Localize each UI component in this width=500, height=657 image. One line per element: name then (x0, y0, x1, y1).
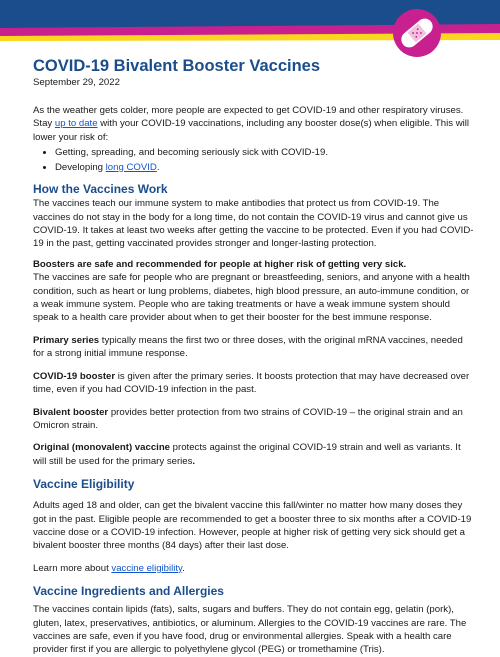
definition: is given after the primary series. It boosts protection that may have decreased over time, even if you had COVID-19 infection in the past. (33, 370, 470, 396)
ingredients-paragraph: The vaccines contain lipids (fats), salts, sugars and buffers. They do not contain egg, gelatin (pork), gluten, latex, preservatives, antibiotics, or aluminum. Allergies to the COVID-19 vaccines are rare. The vaccines are safe, even if you have food, drug or environmental allergies. Speak with a health care provider first if you are allergic to polyethylene glycol (PEG) or tromethamine (Tris). (33, 604, 467, 656)
safety-paragraph: The vaccines are safe for people who are pregnant or breastfeeding, seniors, and anyone with a health condition, such as heart or lung problems, diabetes, high blood pressure, an auto-immune condition, or a weak immune system. People who are taking treatments or have a weak immune system should speak to a health care provider about when to get their booster for the best immune response. (33, 272, 470, 324)
definition: provides better protection from two strains of COVID-19 – the original strain and an Omicron strain. (33, 406, 463, 431)
section-heading-eligibility: Vaccine Eligibility (33, 477, 135, 492)
list-item (55, 146, 475, 161)
section-heading-ingredients: Vaccine Ingredients and Allergies (33, 584, 224, 599)
document-title: COVID-19 Bivalent Booster Vaccines (33, 57, 321, 75)
document-date: September 29, 2022 (33, 77, 120, 88)
intro-text-2-pre: Stay (33, 118, 55, 130)
how-subheading (33, 258, 475, 271)
term: Original (monovalent) vaccine (33, 442, 171, 454)
subheading-text: Boosters are safe and recommended for people at higher risk of getting very sick. (33, 258, 407, 270)
intro-text-1: As the weather gets colder, more people are expected to get COVID-19 and other respiratory viruses. (33, 105, 464, 116)
primary-series-paragraph (33, 334, 475, 361)
learn-more-paragraph (33, 562, 475, 575)
document-body (33, 56, 475, 657)
section-heading-how: How the Vaccines Work (33, 182, 168, 197)
learn-more-text: . (182, 562, 185, 574)
original-paragraph (33, 441, 475, 468)
term: Bivalent booster (33, 406, 109, 418)
bullet-text: Getting, spreading, and becoming seriously sick with COVID-19. (55, 147, 329, 159)
vaccine-eligibility-link[interactable]: vaccine eligibility (111, 562, 183, 574)
definition: protects against the original COVID-19 strain and well as variants. It will still be used for the primary series (33, 442, 461, 467)
bandaid-icon (392, 8, 442, 58)
intro-text-2-post: with your COVID-19 vaccinations, including any booster dose(s) when eligible. This will lower your risk of: (33, 118, 470, 143)
period: . (192, 455, 196, 467)
eligibility-paragraph: Adults aged 18 and older, can get the bivalent vaccine this fall/winter no matter how many doses they got in the past. Eligible people are recommended to get a booster three to six months after a COVID-19 vaccine dose or a COVID-19 infection. However, people at higher risk of getting very sick should get a bivalent booster three months (84 days) after their last dose. (33, 500, 472, 552)
term: COVID-19 booster (33, 370, 116, 382)
how-paragraph: The vaccines teach our immune system to make antibodies that protect us from COVID-19. The vaccines do not stay in the body for a long time, do not contain the COVID-19 virus and cannot give us COVID-19. It takes at least two weeks after getting the vaccine to be protected. Even if you had COVID-19 in the past, getting vaccinated provides stronger and longer-lasting protection. (33, 198, 474, 250)
bullet-text: . (156, 161, 160, 173)
bivalent-paragraph (33, 406, 475, 433)
term: Primary series (33, 334, 100, 346)
up-to-date-link[interactable]: up to date (54, 118, 98, 130)
booster-paragraph (33, 370, 475, 397)
list-item (55, 161, 475, 176)
long-covid-link[interactable]: long COVID (105, 161, 157, 173)
bullet-text: Developing (55, 161, 106, 173)
learn-more-text: Learn more about (33, 562, 112, 574)
definition: typically means the first two or three doses, with the original mRNA vaccines, needed for a strong initial immune response. (33, 334, 463, 360)
risk-list (33, 146, 475, 175)
intro-paragraph (33, 104, 475, 144)
